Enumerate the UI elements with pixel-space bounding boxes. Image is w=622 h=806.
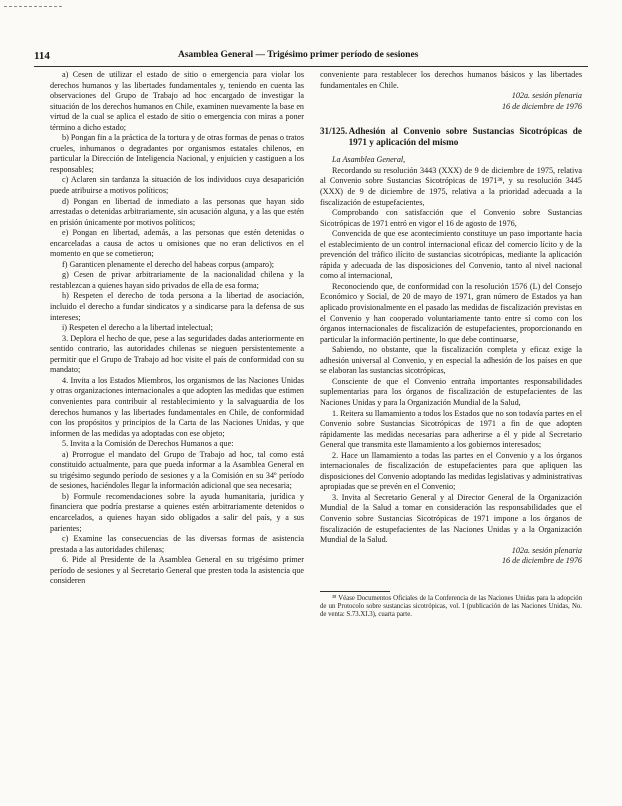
signature-date: 16 de diciembre de 1976 xyxy=(501,101,582,111)
resolution-number: 31/125. xyxy=(320,126,348,137)
left-paragraph: 6. Pide al Presidente de la Asamblea General en su trigésimo primer período de sesiones y al Secretario General que presten toda la asistencia que consideren xyxy=(50,555,304,586)
resolution-paragraph: Sabiendo, no obstante, que la fiscalización completa y eficaz exige la adhesión universal al Convenio, y en especial la adhesión de los países en que se elaboran las sustancias sicotrópicas, xyxy=(320,345,582,376)
resolution-paragraph: 3. Invita al Secretario General y al Director General de la Organización Mundial de la Salud a tomar en consideración las responsabilidades que el Convenio sobre Sustancias Sicotrópicas de 1971 impone a los órganos de fiscalización de estupefacientes de las Naciones Unidas y a la Organización Mundial de la Salud. xyxy=(320,492,582,545)
scan-artifact-mark xyxy=(4,6,62,10)
resolution-paragraph: Comprobando con satisfacción que el Convenio sobre Sustancias Sicotrópicas de 1971 entró en vigor el 16 de agosto de 1976, xyxy=(320,208,582,228)
signature-session: 102a. sesión plenaria xyxy=(511,91,582,101)
left-paragraph: c) Examine las consecuencias de las diversas formas de asistencia prestada a las autoridades chilenas; xyxy=(50,534,304,554)
left-paragraph: i) Respeten el derecho a la libertad intelectual; xyxy=(62,323,213,333)
resolution-paragraph: Reconociendo que, de conformidad con la resolución 1576 (L) del Consejo Económico y Social, de 20 de mayo de 1971, gran número de Estados ya han aplicado provisionalmente en el pasado las medidas de fiscalización previstas en el Convenio y han cooperado voluntariamente tanto entre sí como con los órganos internacionales de fiscalización de estupefacientes, proporcionando en particular la información pertinente, lo que debe continuarse, xyxy=(320,281,582,344)
left-paragraph: f) Garanticen plenamente el derecho del habeas corpus (amparo); xyxy=(62,259,275,269)
left-paragraph: 5. Invita a la Comisión de Derechos Humanos a que: xyxy=(62,439,234,449)
page-header xyxy=(34,50,588,67)
resolution-paragraph: Consciente de que el Convenio entraña importantes responsabilidades suplementarias para los órganos de fiscalización de estupefacientes de las Naciones Unidas y para la Organización Mundial de la Salud, xyxy=(320,376,582,407)
left-paragraph: 4. Invita a los Estados Miembros, los organismos de las Naciones Unidas y otras organizaciones internacionales a que adopten las medidas que estimen convenientes para contribuir al restablecimiento y la salvaguardia de los derechos humanos y las libertades fundamentales en Chile, de conformidad con los propósitos y principios de la Carta de las Naciones Unidas, y que informen de las medidas ya adoptadas con ese objeto; xyxy=(50,375,304,438)
page-number: 114 xyxy=(34,50,50,62)
left-column xyxy=(50,70,304,587)
left-paragraph: a) Cesen de utilizar el estado de sitio o emergencia para violar los derechos humanos y las libertades fundamentales y, teniendo en cuenta las observaciones del Grupo de Trabajo ad hoc encargado de investigar la situación de los derechos humanos en Chile, examinen nuevamente la base en virtud de la cual se aplica el estado de sitio o emergencia con miras a poner término a dicho estado; xyxy=(50,70,304,132)
left-paragraph: a) Prorrogue el mandato del Grupo de Trabajo ad hoc, tal como está constituido actualmente, para que pueda informar a la Asamblea General en su trigésimo segundo período de sesiones y a la Comisión en su 34º período de sesiones, haciéndoles llegar la información adicional que sea necesaria; xyxy=(50,449,304,491)
right-column xyxy=(320,70,582,619)
resolution-paragraph: Recordando su resolución 3443 (XXX) de 9 de diciembre de 1975, relativa al Convenio sobre Sustancias Sicotrópicas de 1971³⁸, y su resolución 3445 (XXX) de 9 de diciembre de 1975, relativa a la prioridad adecuada a la fiscalización de estupefacientes, xyxy=(320,165,582,207)
right-continuation-paragraph: conveniente para restablecer los derechos humanos básicos y las libertades fundamentales en Chile. xyxy=(320,70,582,90)
left-paragraph: d) Pongan en libertad de inmediato a las personas que hayan sido arrestadas o detenidas arbitrariamente, sin acusación alguna, y a las que estén en prisión únicamente por motivos políticos; xyxy=(50,196,304,227)
footnote: ³⁸ Véase Documentos Oficiales de la Conferencia de las Naciones Unidas para la adopción de un Protocolo sobre sustancias sicotrópicas, vol. I (publicación de las Naciones Unidas, No. de venta: S.73.XI.3), cuarta parte. xyxy=(320,594,582,618)
left-paragraph: h) Respeten el derecho de toda persona a la libertad de asociación, incluido el derecho a fundar sindicatos y a sindicarse para la defensa de sus intereses; xyxy=(50,291,304,322)
left-paragraph: e) Pongan en libertad, además, a las personas que estén detenidas o encarceladas a causa de actos u omisiones que no eran delictivos en el momento en que se cometieron; xyxy=(50,228,304,259)
left-paragraph: b) Formule recomendaciones sobre la ayuda humanitaria, jurídica y financiera que podría prestarse a quienes estén arbitrariamente detenidos o encarcelados, a quienes hayan sido obligados a salir del país, y a sus parientes; xyxy=(50,491,304,533)
assembly-preamble: La Asamblea General, xyxy=(332,155,406,165)
resolution-paragraph: 1. Reitera su llamamiento a todos los Estados que no son todavía partes en el Convenio sobre Sustancias Sicotrópicas de 1971 a fin de que adopten rápidamente las medidas necesarias para adherirse a él y pide al Secretario General que transmita este llamamiento a los gobiernos interesados; xyxy=(320,408,582,450)
resolution-title: Adhesión al Convenio sobre Sustancias Sicotrópicas de 1971 y aplicación del mismo xyxy=(348,126,582,147)
signature-date: 16 de diciembre de 1976 xyxy=(501,556,582,566)
left-paragraph: c) Aclaren sin tardanza la situación de los individuos cuya desaparición puede atribuirse a motivos políticos; xyxy=(50,175,304,196)
left-paragraph: g) Cesen de privar arbitrariamente de la nacionalidad chilena y la restablezcan a quienes hayan sido privados de ella de esa forma; xyxy=(50,270,304,290)
left-paragraph: 3. Deplora el hecho de que, pese a las seguridades dadas anteriormente en sentido contrario, las autoridades chilenas se nieguen persistentemente a permitir que el Grupo de Trabajo ad hoc visite el país de conformidad con su mandato; xyxy=(50,333,304,375)
signature-session: 102a. sesión plenaria xyxy=(511,545,582,555)
resolution-paragraph: Convencida de que ese acontecimiento constituye un paso importante hacia el establecimiento de un control internacional eficaz del comercio lícito y de la prevención del tráfico ilícito de sustancias sicotrópicas, mediante la aplicación rápida y adecuada de las disposiciones del Convenio, tanto al nivel nacional como al internacional, xyxy=(320,229,582,281)
footnote-rule xyxy=(320,591,390,592)
resolution-heading xyxy=(320,126,582,147)
running-title: Asamblea General — Trigésimo primer período de sesiones xyxy=(178,50,419,60)
resolution-paragraph: 2. Hace un llamamiento a todas las partes en el Convenio y a los órganos internacionales de fiscalización de estupefacientes para que apliquen las disposiciones del Convenio adoptando las medidas legislativas y administrativas apropiadas que se prevén en el Convenio; xyxy=(320,450,582,492)
left-paragraph: b) Pongan fin a la práctica de la tortura y de otras formas de penas o tratos crueles, inhumanos o degradantes por organismos estatales chilenos, en particular la Dirección de Inteligencia Nacional, y enjuicien y castiguen a los responsables; xyxy=(50,133,304,174)
